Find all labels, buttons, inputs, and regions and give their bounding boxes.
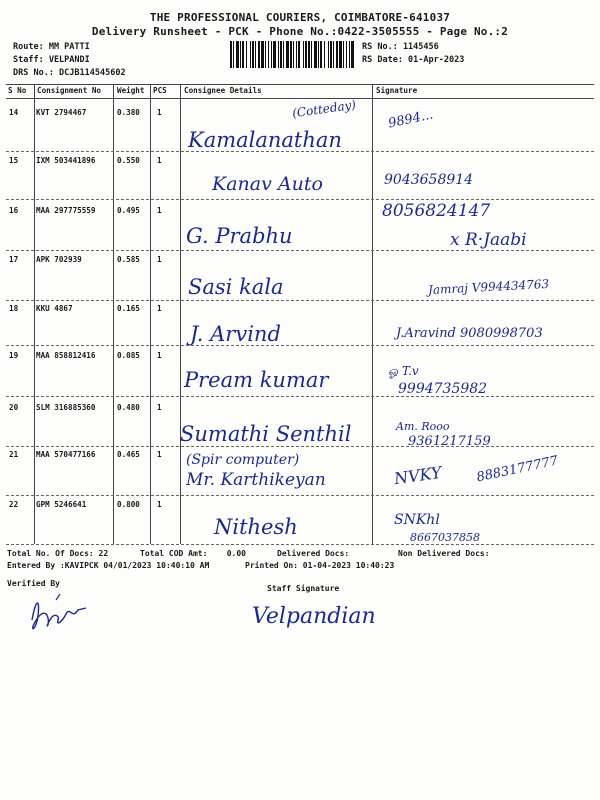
consignee-note: (Spir computer) xyxy=(186,452,300,468)
consignee-name: Kamalanathan xyxy=(188,128,342,152)
row-pcs: 1 xyxy=(157,206,162,215)
company-title: THE PROFESSIONAL COURIERS, COIMBATORE-641037 xyxy=(149,11,451,24)
consignee-name: Kanav Auto xyxy=(212,173,323,195)
column-divider xyxy=(150,84,151,544)
non-delivered-docs: Non Delivered Docs: xyxy=(398,549,490,558)
row-weight: 0.550 xyxy=(117,156,140,165)
row-weight: 0.585 xyxy=(117,255,140,264)
col-signature: Signature xyxy=(376,86,418,95)
consignee-name: Sumathi Senthil xyxy=(180,422,352,446)
row-consignment: MAA 570477166 xyxy=(36,450,96,459)
row-weight: 0.480 xyxy=(117,403,140,412)
receiver-signature: 8667037858 xyxy=(410,531,480,544)
receiver-signature: 8056824147 xyxy=(382,201,491,221)
consignee-name: Nithesh xyxy=(214,515,298,539)
col-consignment: Consignment No xyxy=(37,86,102,95)
row-divider xyxy=(6,250,594,251)
receiver-signature: 9994735982 xyxy=(398,381,488,397)
receiver-signature: 9361217159 xyxy=(408,434,491,449)
column-divider xyxy=(372,84,373,544)
rs-number: RS No.: 1145456 xyxy=(362,42,439,52)
drs-label: DRS No.: DCJB114545602 xyxy=(13,68,126,78)
staff-label: Staff: VELPANDI xyxy=(13,55,90,65)
consignee-note: (Cotteday) xyxy=(291,97,357,121)
col-consignee: Consignee Details xyxy=(184,86,262,95)
col-pcs: PCS xyxy=(153,86,167,95)
receiver-initials: SNKhl xyxy=(394,512,440,528)
row-sno: 22 xyxy=(9,500,19,509)
receiver-signature: J.Aravind 9080998703 xyxy=(396,326,543,341)
row-divider xyxy=(6,151,594,152)
table-header-rule xyxy=(6,98,594,99)
receiver-signature: Jamraj V994434763 xyxy=(427,276,550,298)
row-sno: 19 xyxy=(9,351,19,360)
row-divider xyxy=(6,544,594,545)
row-divider xyxy=(6,495,594,496)
consignee-name: Sasi kala xyxy=(188,275,284,299)
row-consignment: KKU 4867 xyxy=(36,304,73,313)
rs-date: RS Date: 01-Apr-2023 xyxy=(362,55,465,65)
row-weight: 0.165 xyxy=(117,304,140,313)
row-sno: 18 xyxy=(9,304,19,313)
consignee-name: Pream kumar xyxy=(184,368,329,392)
runsheet-title: Delivery Runsheet - PCK - Phone No.:0422-3505555 - Page No.:2 xyxy=(91,25,509,38)
consignee-name: J. Arvind xyxy=(190,322,281,346)
receiver-initials: ஓ T.v xyxy=(388,364,419,378)
barcode-icon xyxy=(229,41,355,68)
row-consignment: MAA 858812416 xyxy=(36,351,96,360)
row-pcs: 1 xyxy=(157,450,162,459)
column-divider xyxy=(34,84,35,544)
column-divider xyxy=(113,84,114,544)
row-sno: 21 xyxy=(9,450,19,459)
row-consignment: GPM 5246641 xyxy=(36,500,87,509)
row-pcs: 1 xyxy=(157,500,162,509)
row-sno: 17 xyxy=(9,255,19,264)
row-consignment: APK 702939 xyxy=(36,255,82,264)
receiver-mark: x R·Jaabi xyxy=(450,230,527,250)
row-sno: 20 xyxy=(9,403,19,412)
column-divider xyxy=(180,84,181,544)
row-weight: 0.465 xyxy=(117,450,140,459)
col-weight: Weight xyxy=(117,86,145,95)
verifier-signature-icon xyxy=(26,590,96,636)
row-consignment: SLM 316885360 xyxy=(36,403,96,412)
total-docs: Total No. Of Docs: 22 xyxy=(7,549,109,558)
row-divider xyxy=(6,300,594,301)
row-divider xyxy=(6,446,594,447)
col-sno: S No xyxy=(8,86,27,95)
receiver-signature: 9043658914 xyxy=(384,172,474,188)
row-consignment: IXM 503441896 xyxy=(36,156,96,165)
table-top-rule xyxy=(6,84,594,85)
row-weight: 0.380 xyxy=(117,108,140,117)
row-divider xyxy=(6,345,594,346)
row-pcs: 1 xyxy=(157,351,162,360)
row-divider xyxy=(6,199,594,200)
delivered-docs: Delivered Docs: xyxy=(277,549,350,558)
row-pcs: 1 xyxy=(157,156,162,165)
verified-by-label: Verified By xyxy=(7,579,60,588)
receiver-signature: 8883177777 xyxy=(475,453,560,486)
row-sno: 14 xyxy=(9,108,19,117)
route-label: Route: MM PATTI xyxy=(13,42,90,52)
staff-signature-label: Staff Signature xyxy=(267,584,340,593)
receiver-initials: NVKY xyxy=(392,462,443,489)
receiver-mark: Am. Rooo xyxy=(396,420,450,433)
row-sno: 15 xyxy=(9,156,19,165)
row-pcs: 1 xyxy=(157,304,162,313)
consignee-name: G. Prabhu xyxy=(186,224,293,248)
receiver-signature: 9894... xyxy=(386,107,435,132)
row-weight: 0.495 xyxy=(117,206,140,215)
printed-on: Printed On: 01-04-2023 10:40:23 xyxy=(245,561,395,570)
row-consignment: MAA 297775559 xyxy=(36,206,96,215)
staff-signature: Velpandian xyxy=(252,604,376,629)
row-sno: 16 xyxy=(9,206,19,215)
row-pcs: 1 xyxy=(157,255,162,264)
row-weight: 0.085 xyxy=(117,351,140,360)
row-consignment: KVT 2794467 xyxy=(36,108,87,117)
row-weight: 0.800 xyxy=(117,500,140,509)
row-pcs: 1 xyxy=(157,108,162,117)
total-cod: Total COD Amt: 0.00 xyxy=(140,549,246,558)
row-divider xyxy=(6,396,594,397)
row-pcs: 1 xyxy=(157,403,162,412)
consignee-name: Mr. Karthikeyan xyxy=(186,470,326,490)
entered-by: Entered By :KAVIPCK 04/01/2023 10:40:10 AM xyxy=(7,561,210,570)
